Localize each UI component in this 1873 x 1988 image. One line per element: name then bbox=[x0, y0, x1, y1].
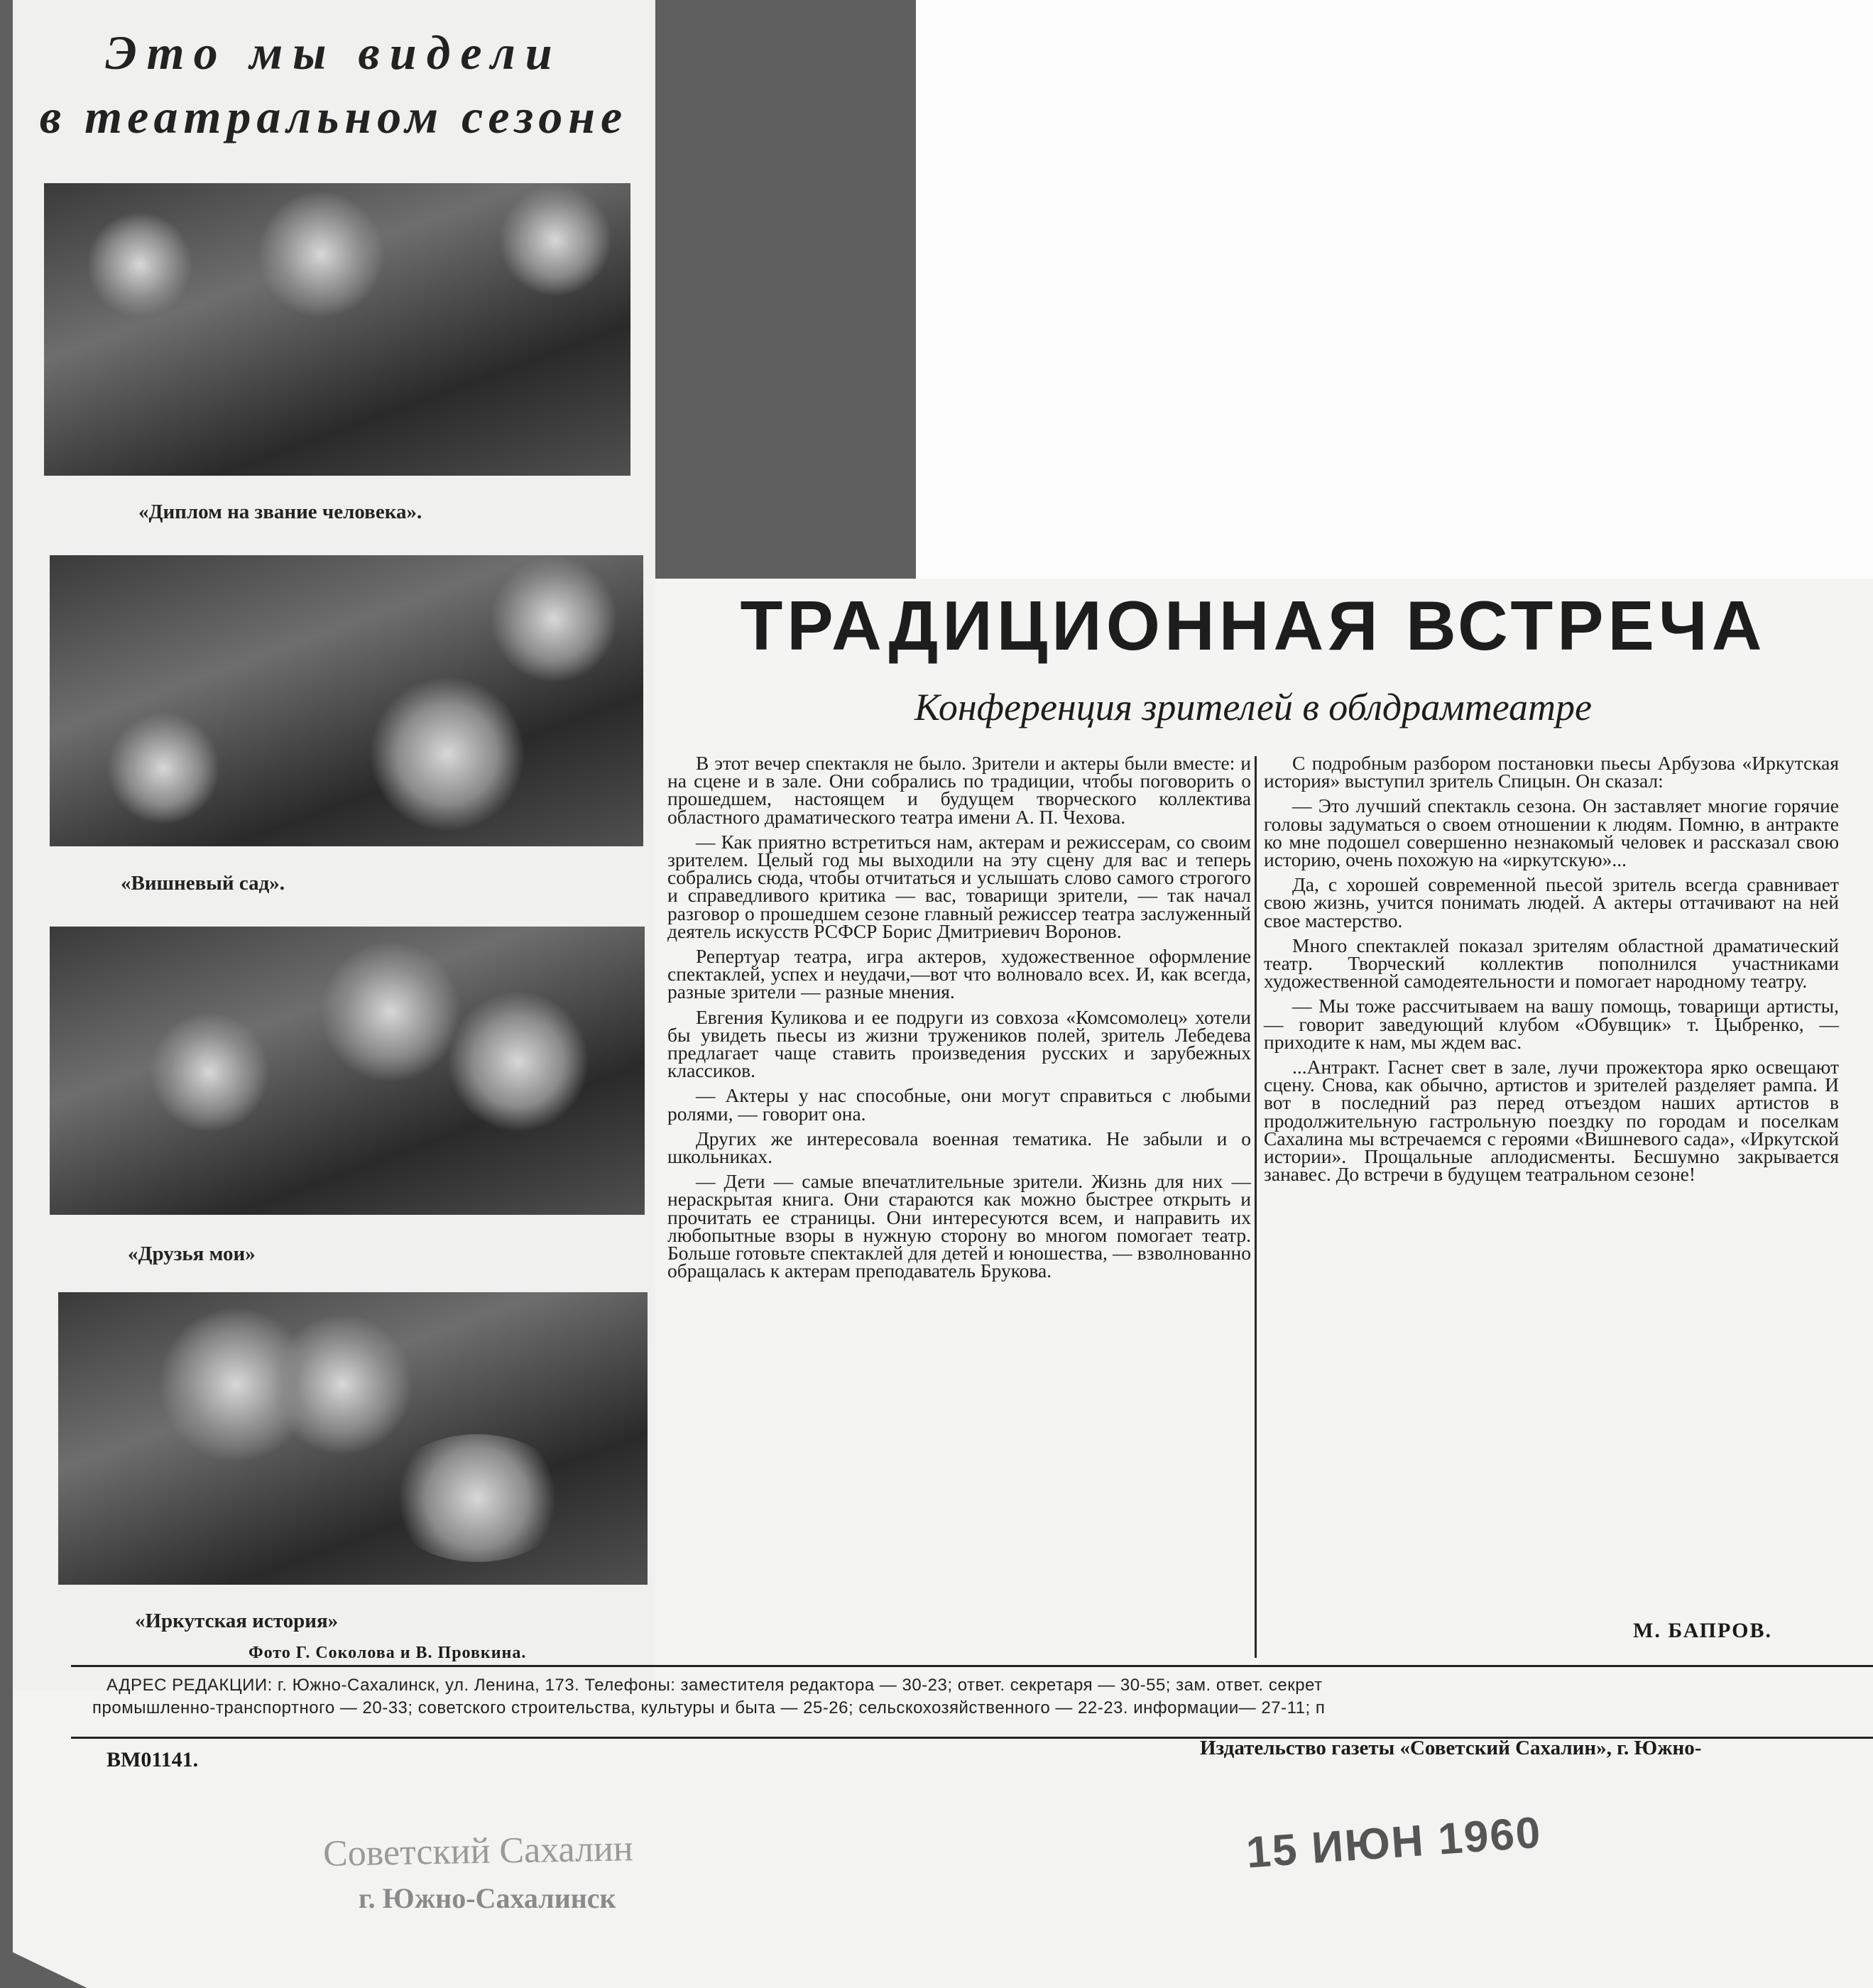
article-paragraph: Много спектаклей показал зрителям областной драматический театр. Творческий коллектив пополнился участниками художественной самодеятельности и помогает народному театру. bbox=[1264, 934, 1839, 993]
photo-diploma bbox=[44, 183, 630, 476]
article-column-left bbox=[667, 754, 1251, 1287]
clipping-bottom bbox=[13, 1690, 1873, 1988]
article-paragraph: — Актеры у нас способные, они могут справиться с любыми ролями, — говорит она. bbox=[667, 1084, 1251, 1125]
print-code: ВМ01141. bbox=[107, 1748, 199, 1771]
article-paragraph: Да, с хорошей современной пьесой зритель всегда сравнивает свою жизнь, учится понимать людей. А актеры оттачивают на ней свое мастерство. bbox=[1264, 873, 1839, 932]
article-signature: М. БАПРОВ. bbox=[1633, 1619, 1773, 1642]
photo-section-heading-line2: в театральном сезоне bbox=[39, 89, 628, 143]
article-paragraph: Других же интересовала военная тематика. Не забыли и о школьниках. bbox=[667, 1127, 1251, 1168]
footer-rule bbox=[71, 1665, 1873, 1667]
publisher-line: Издательство газеты «Советский Сахалин», г. Южно- bbox=[1200, 1737, 1702, 1759]
column-divider bbox=[1255, 756, 1257, 1658]
photo-credit: Фото Г. Соколова и В. Провкина. bbox=[249, 1644, 527, 1662]
article-column-right bbox=[1264, 754, 1839, 1190]
article-headline: ТРАДИЦИОННАЯ ВСТРЕЧА bbox=[740, 586, 1766, 665]
article-paragraph: Репертуар театра, игра актеров, художественное оформление спектаклей, успех и неудачи,—вот что волновало всех. И, как всегда, разные зрители — разные мнения. bbox=[667, 945, 1251, 1003]
date-stamp: 15 ИЮН 1960 bbox=[1245, 1808, 1544, 1878]
photo-cherry-orchard bbox=[50, 555, 643, 846]
photo-caption: «Иркутская история» bbox=[135, 1610, 339, 1632]
article-paragraph: С подробным разбором постановки пьесы Арбузова «Иркутская история» выступил зритель Спицын. Он сказал: bbox=[1264, 752, 1839, 792]
article-paragraph: — Мы тоже рассчитываем на вашу помощь, товарищи артисты, — говорит заведующий клубом «Обувщик» т. Цыбренко, — приходите к нам, мы ждем вас. bbox=[1264, 995, 1839, 1053]
article-subheadline: Конференция зрителей в облдрамтеатре bbox=[914, 686, 1592, 728]
photo-caption: «Диплом на звание человека». bbox=[138, 501, 422, 523]
article-paragraph: В этот вечер спектакля не было. Зрители и актеры были вместе: и на сцене и в зале. Они собрались по традиции, чтобы поговорить о прошедшем, настоящем и будущем творческого коллектива областного драматического театра имени А. П. Чехова. bbox=[667, 752, 1251, 828]
photo-my-friends bbox=[50, 927, 645, 1215]
photo-caption: «Вишневый сад». bbox=[121, 872, 285, 895]
photo-caption: «Друзья мои» bbox=[128, 1242, 256, 1265]
article-paragraph: Евгения Куликова и ее подруги из совхоза «Комсомолец» хотели бы увидеть пьесы из жизни тружеников полей, зритель Лебедева предлагает чаще ставить произведения русских и зарубежных классиков. bbox=[667, 1005, 1251, 1082]
photo-section-heading-line1: Это мы видели bbox=[105, 26, 562, 80]
article-paragraph: — Это лучший спектакль сезона. Он заставляет многие горячие головы задуматься о своем отношении к людям. Помню, в антракте ко мне подошел совершенно незнакомый человек и рассказал свою историю, очень похожую на «иркутскую»... bbox=[1264, 794, 1839, 871]
photo-irkutsk-story bbox=[58, 1292, 648, 1585]
library-stamp-line2: г. Южно-Сахалинск bbox=[359, 1882, 616, 1914]
editorial-address: АДРЕС РЕДАКЦИИ: г. Южно-Сахалинск, ул. Ленина, 173. Телефоны: заместителя редактора — 30-23; ответ. секретаря — 30-55; зам. ответ. секрет bbox=[107, 1676, 1323, 1695]
editorial-phones: промышленно-транспортного — 20-33; советского строительства, культуры и быта — 25-26; сельскохозяйственного — 22-23. информации— 27-11; п bbox=[92, 1698, 1326, 1717]
article-paragraph: ...Антракт. Гаснет свет в зале, лучи прожектора ярко освещают сцену. Снова, как обычно, артистов и зрителей разделяет рампа. И вот в последний раз перед отъездом наших артистов в продолжительную гастрольную поездку по городам и поселкам Сахалина мы встречаемся с героями «Вишневого сада», «Иркутской истории». Прощальные аплодисменты. Бесшумно закрывается занавес. До встречи в будущем театральном сезоне! bbox=[1264, 1056, 1839, 1186]
library-stamp-line1: Советский Сахалин bbox=[322, 1828, 634, 1874]
article-paragraph: — Как приятно встретиться нам, актерам и режиссерам, со своим зрителем. Целый год мы выходили на эту сцену для вас и теперь собрались сюда, чтобы отчитаться и услышать слово самого строгого и справедливого критика — вас, товарищи зрители, — так начал разговор о прошедшем сезоне главный режиссер театра заслуженный деятель искусств РСФСР Борис Дмитриевич Воронов. bbox=[667, 830, 1251, 942]
article-paragraph: — Дети — самые впечатлительные зрители. Жизнь для них — нераскрытая книга. Они стараются как можно быстрее открыть и прочитать ее страницы. Они интересуются всем, и направить их любопытные взоры в нужную сторону во многом помогает театр. Больше готовьте спектаклей для детей и юношества, — взволнованно обращалась к актерам преподаватель Брукова. bbox=[667, 1170, 1251, 1282]
